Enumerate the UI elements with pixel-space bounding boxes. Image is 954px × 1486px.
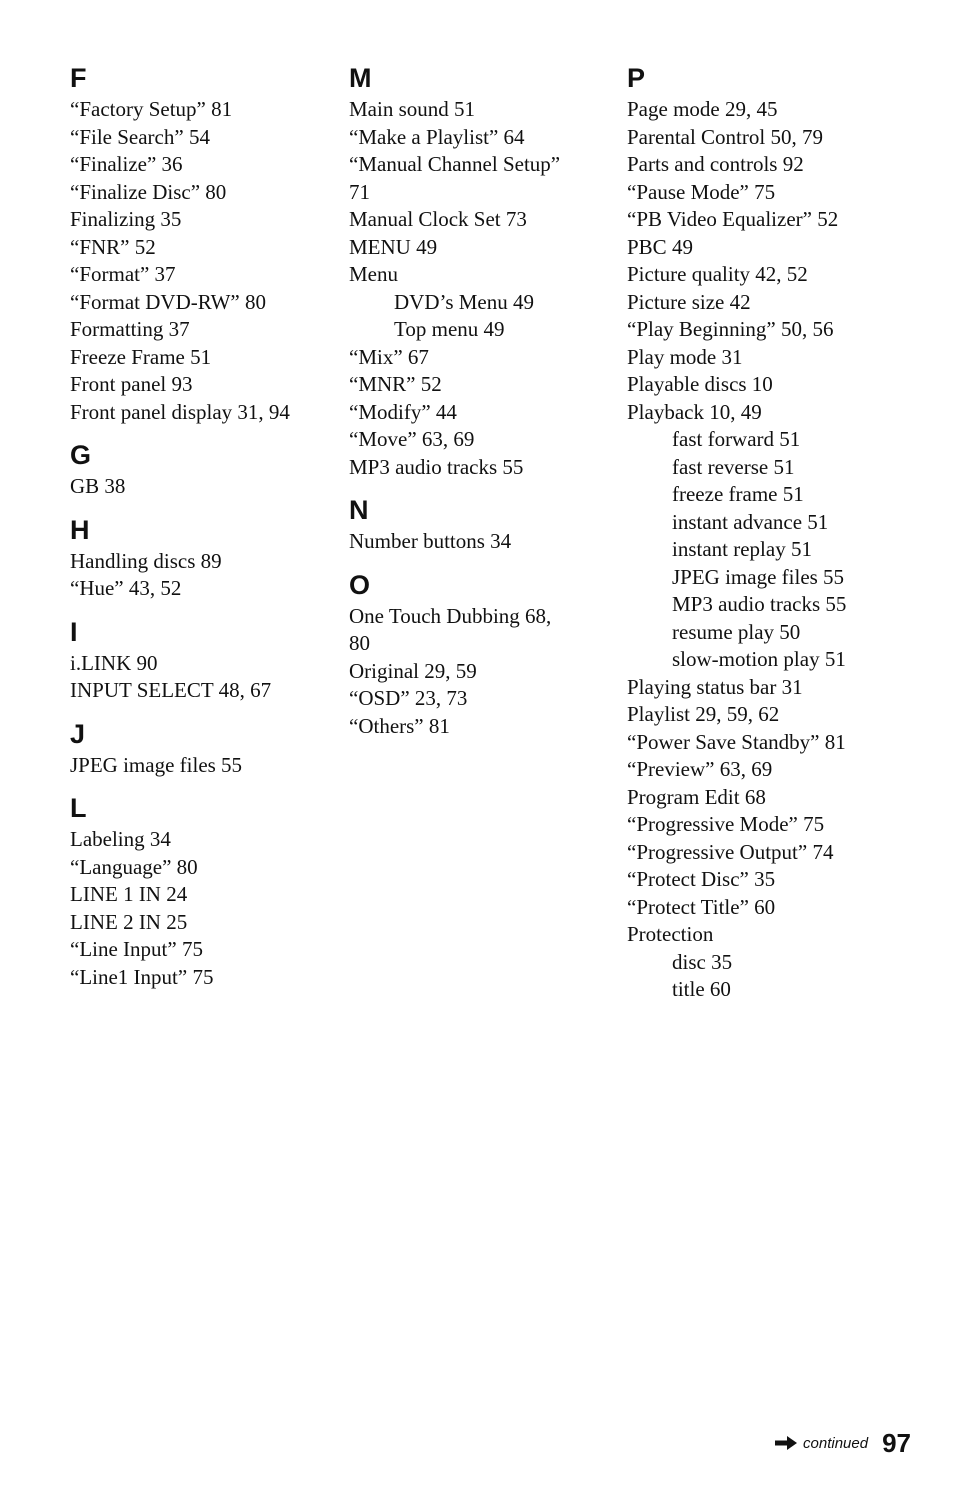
index-entry: “File Search” 54 xyxy=(70,124,210,149)
index-entry: “Pause Mode” 75 xyxy=(627,179,776,204)
index-entry: Playable discs 10 xyxy=(627,372,773,396)
index-section-h xyxy=(70,512,332,603)
index-section-p xyxy=(627,60,927,1004)
page-number: 97 xyxy=(882,1427,911,1458)
index-entry: i.LINK 90 xyxy=(70,650,158,675)
index-entry: 71 xyxy=(349,179,370,204)
index-entry: LINE 2 IN 25 xyxy=(70,909,188,934)
index-entry: “Progressive Output” 74 xyxy=(627,839,834,864)
index-entry: “Line1 Input” 75 xyxy=(70,964,214,989)
index-entry: Parental Control 50, 79 xyxy=(627,124,823,149)
index-entry: Playback 10, 49 xyxy=(627,399,762,424)
index-entry: “FNR” 52 xyxy=(70,234,156,259)
index-entry: Handling discs 89 xyxy=(70,548,222,573)
index-entry: “Manual Channel Setup” xyxy=(349,152,561,176)
index-entry: LINE 1 IN 24 xyxy=(70,882,188,906)
index-section-o xyxy=(349,567,611,741)
page-footer xyxy=(775,1425,911,1461)
index-subentry: DVD’s Menu 49 xyxy=(394,289,534,314)
index-column-3 xyxy=(627,60,927,1015)
index-entry: “Others” 81 xyxy=(349,713,450,738)
index-entry: Freeze Frame 51 xyxy=(70,344,212,369)
section-letter: L xyxy=(70,793,87,823)
section-letter: O xyxy=(349,569,371,600)
index-entry: Finalizing 35 xyxy=(70,207,182,231)
index-entry: Front panel 93 xyxy=(70,372,193,396)
index-entry: Playlist 29, 59, 62 xyxy=(627,702,780,726)
section-letter: N xyxy=(349,495,369,525)
index-entry: JPEG image files 55 xyxy=(70,752,243,777)
index-entry: INPUT SELECT 48, 67 xyxy=(70,678,272,702)
index-section-n xyxy=(349,492,611,556)
index-entry: “Format DVD-RW” 80 xyxy=(70,289,266,314)
index-column-1 xyxy=(70,60,332,1002)
index-entry: Menu xyxy=(349,262,398,286)
index-entry: “PB Video Equalizer” 52 xyxy=(627,207,839,231)
index-section-f xyxy=(70,60,332,426)
index-entry: Playing status bar 31 xyxy=(627,674,803,699)
section-letter: G xyxy=(70,440,92,470)
index-entry: MP3 audio tracks 55 xyxy=(349,454,524,479)
index-entry: Main sound 51 xyxy=(349,97,475,121)
index-entry: Play mode 31 xyxy=(627,344,743,369)
index-column-2 xyxy=(349,60,611,751)
index-entry: “OSD” 23, 73 xyxy=(349,686,468,710)
index-entry: “Hue” 43, 52 xyxy=(70,576,182,600)
index-entry: “Preview” 63, 69 xyxy=(627,757,773,781)
section-letter: F xyxy=(70,63,87,93)
index-subentry: Top menu 49 xyxy=(394,317,505,341)
index-entry: “Finalize Disc” 80 xyxy=(70,179,227,204)
index-subentry: instant replay 51 xyxy=(672,537,812,561)
section-letter: H xyxy=(70,514,90,545)
index-entry: Protection xyxy=(627,922,714,946)
index-entry: Picture quality 42, 52 xyxy=(627,262,808,286)
index-section-l xyxy=(70,790,332,991)
continued-label: continued xyxy=(803,1434,869,1452)
index-entry: “Mix” 67 xyxy=(349,344,429,369)
index-entry: MENU 49 xyxy=(349,234,438,259)
index-entry: 80 xyxy=(349,631,370,655)
index-entry: “Move” 63, 69 xyxy=(349,427,475,451)
index-subentry: instant advance 51 xyxy=(672,509,829,534)
index-subentry: fast forward 51 xyxy=(672,427,801,451)
index-subentry: JPEG image files 55 xyxy=(672,564,845,589)
index-entry: “Format” 37 xyxy=(70,262,176,286)
index-entry: Program Edit 68 xyxy=(627,784,766,809)
index-section-g xyxy=(70,437,332,501)
index-entry: Labeling 34 xyxy=(70,827,171,851)
index-entry: Original 29, 59 xyxy=(349,658,477,683)
index-entry: Picture size 42 xyxy=(627,289,751,314)
index-entry: Page mode 29, 45 xyxy=(627,97,778,121)
index-subentry: slow-motion play 51 xyxy=(672,647,846,671)
index-subentry: resume play 50 xyxy=(672,619,801,644)
index-entry: Manual Clock Set 73 xyxy=(349,207,527,231)
index-subentry: MP3 audio tracks 55 xyxy=(672,592,847,616)
index-section-i xyxy=(70,614,332,705)
index-entry: Formatting 37 xyxy=(70,317,190,341)
index-entry: PBC 49 xyxy=(627,234,693,259)
section-letter: P xyxy=(627,63,646,93)
index-entry: “Factory Setup” 81 xyxy=(70,97,233,121)
index-entry: “Finalize” 36 xyxy=(70,152,183,176)
index-entry: “Progressive Mode” 75 xyxy=(627,812,825,836)
index-entry: Front panel display 31, 94 xyxy=(70,399,290,424)
arrow-right-icon xyxy=(775,1436,797,1450)
index-section-m xyxy=(349,60,611,481)
index-entry: “Make a Playlist” 64 xyxy=(349,124,525,149)
index-subentry: disc 35 xyxy=(672,949,733,974)
section-letter: M xyxy=(349,63,372,93)
index-entry: One Touch Dubbing 68, xyxy=(349,603,552,628)
index-entry: “Language” 80 xyxy=(70,854,198,879)
index-entry: “MNR” 52 xyxy=(349,372,442,396)
index-entry: “Protect Disc” 35 xyxy=(627,867,776,891)
index-entry: Parts and controls 92 xyxy=(627,152,804,176)
section-letter: I xyxy=(70,616,78,647)
index-entry: “Modify” 44 xyxy=(349,399,457,424)
index-subentry: freeze frame 51 xyxy=(672,482,804,506)
index-entry: GB 38 xyxy=(70,474,126,498)
index-entry: Number buttons 34 xyxy=(349,529,512,553)
index-subentry: title 60 xyxy=(672,977,731,1001)
index-entry: “Line Input” 75 xyxy=(70,937,203,961)
index-entry: “Play Beginning” 50, 56 xyxy=(627,317,834,341)
index-entry: “Power Save Standby” 81 xyxy=(627,729,846,754)
index-section-j xyxy=(70,716,332,780)
section-letter: J xyxy=(70,718,86,749)
index-subentry: fast reverse 51 xyxy=(672,454,795,479)
index-entry: “Protect Title” 60 xyxy=(627,894,776,919)
